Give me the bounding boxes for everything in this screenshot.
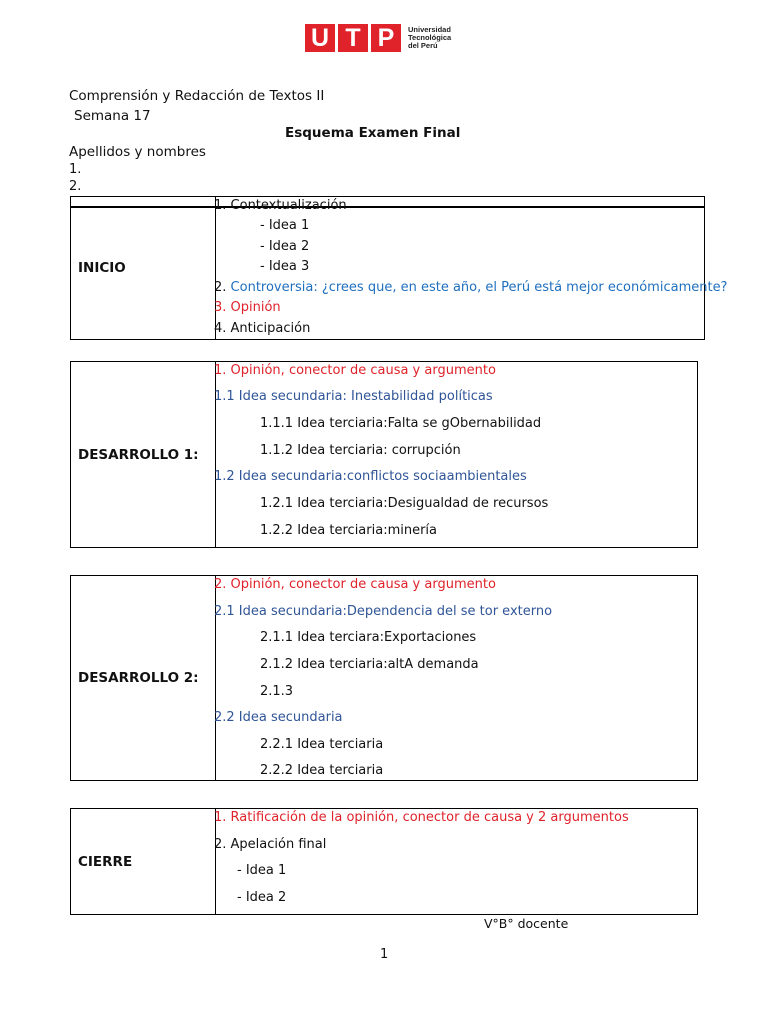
logo-university-name: Universidad Tecnológica del Perú: [408, 25, 452, 50]
desarrollo2-line-1: 2. Opinión, conector de causa y argumento: [214, 577, 496, 592]
inicio-idea-1: - Idea 1: [260, 218, 310, 233]
desarrollo1-line-3: 1.1.1 Idea terciaria:Falta se gObernabilidad: [260, 416, 542, 431]
inicio-anticipacion: 4. Anticipación: [214, 321, 311, 336]
desarrollo2-line-2: 2.1 Idea secundaria:Dependencia del se tor externo: [214, 604, 553, 619]
desarrollo1-label: DESARROLLO 1:: [71, 362, 216, 548]
inicio-idea-3: - Idea 3: [260, 259, 310, 274]
week-label: Semana 17: [74, 108, 151, 124]
page-number: 1: [380, 947, 389, 962]
cierre-idea-2: - Idea 2: [237, 890, 287, 905]
logo-letter-p: P: [371, 24, 401, 52]
inicio-controversia: 2. Controversia: ¿crees que, en este año, el Perú está mejor económicamente?: [214, 280, 728, 295]
desarrollo2-line-8: 2.2.2 Idea terciaria: [260, 763, 384, 778]
inicio-idea-2: - Idea 2: [260, 239, 310, 254]
inicio-contextualizacion: 1. Contextualización: [214, 198, 347, 213]
desarrollo2-line-4: 2.1.2 Idea terciaria:altA demanda: [260, 657, 479, 672]
desarrollo1-line-6: 1.2.1 Idea terciaria:Desigualdad de recursos: [260, 496, 549, 511]
desarrollo1-line-2: 1.1 Idea secundaria: Inestabilidad políticas: [214, 389, 493, 404]
names-label: Apellidos y nombres: [69, 144, 206, 160]
inicio-table: [70, 196, 705, 340]
inicio-label: INICIO: [71, 197, 216, 340]
desarrollo1-line-1: 1. Opinión, conector de causa y argumento: [214, 363, 496, 378]
desarrollo1-line-4: 1.1.2 Idea terciaria: corrupción: [260, 443, 461, 458]
desarrollo2-line-5: 2.1.3: [260, 684, 294, 699]
cierre-line-2: 2. Apelación final: [214, 837, 327, 852]
course-name: Comprensión y Redacción de Textos II: [69, 88, 325, 104]
cierre-label: CIERRE: [71, 809, 216, 915]
desarrollo1-line-5: 1.2 Idea secundaria:conflictos sociaambientales: [214, 469, 527, 484]
inicio-opinion: 3. Opinión: [214, 300, 281, 315]
desarrollo2-line-7: 2.2.1 Idea terciaria: [260, 737, 384, 752]
vobo-docente: V°B° docente: [484, 916, 569, 931]
utp-logo: [305, 24, 458, 52]
logo-letter-t: T: [338, 24, 368, 52]
name-line-2: 2.: [69, 179, 82, 194]
cierre-idea-1: - Idea 1: [237, 863, 287, 878]
cierre-line-1: 1. Ratificación de la opinión, conector de causa y 2 argumentos: [214, 810, 629, 825]
desarrollo1-line-7: 1.2.2 Idea terciaria:minería: [260, 523, 438, 538]
name-line-1: 1.: [69, 162, 82, 177]
desarrollo2-line-6: 2.2 Idea secundaria: [214, 710, 343, 725]
document-title: Esquema Examen Final: [285, 125, 461, 141]
desarrollo2-line-3: 2.1.1 Idea terciara:Exportaciones: [260, 630, 477, 645]
logo-letter-u: U: [305, 24, 335, 52]
desarrollo2-label: DESARROLLO 2:: [71, 576, 216, 781]
inicio-double-rule: [71, 206, 704, 208]
